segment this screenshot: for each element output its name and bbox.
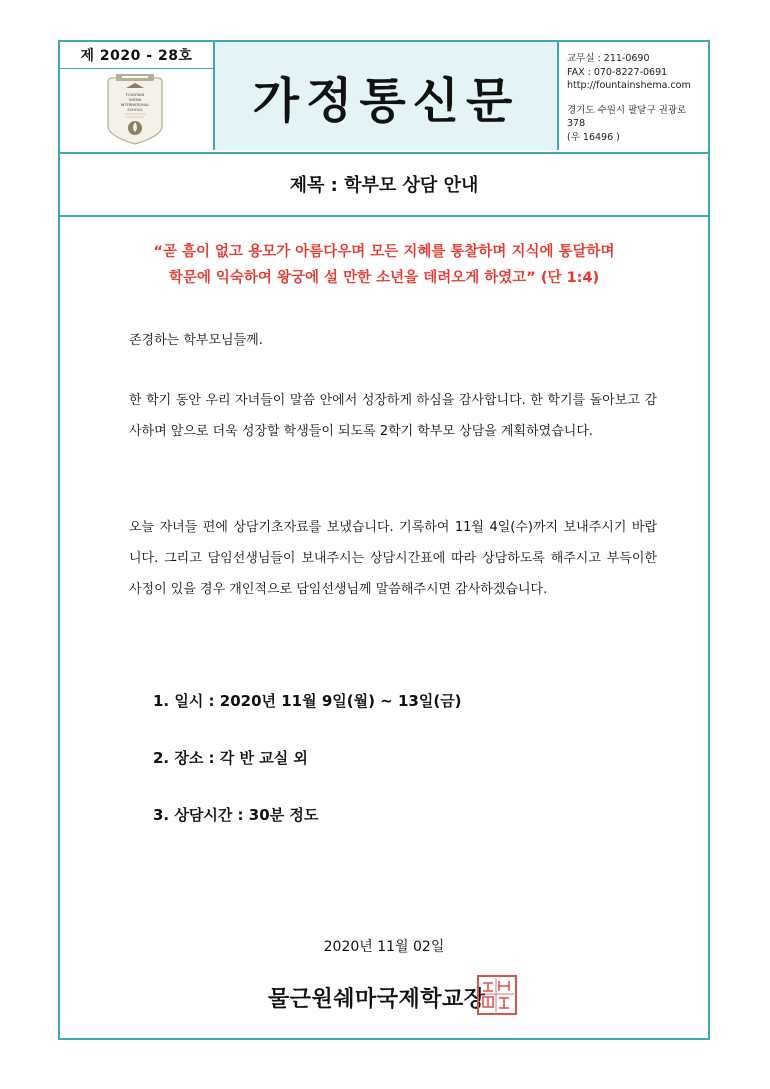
detail-duration: 3. 상담시간 : 30분 정도 — [153, 806, 319, 824]
verse-line-2: 학문에 익숙하여 왕궁에 설 만한 소년을 데려오게 하였고” (단 1:4) — [168, 270, 600, 286]
issue-cell — [60, 42, 215, 150]
detail-date: 1. 일시 : 2020년 11월 9일(월) ~ 13일(금) — [153, 692, 462, 710]
document-frame — [58, 40, 710, 1040]
svg-text:INTERNATIONAL: INTERNATIONAL — [120, 103, 150, 107]
official-seal-icon — [476, 974, 518, 1016]
header — [60, 42, 708, 154]
issue-date: 2020년 11월 02일 — [323, 939, 445, 955]
greeting: 존경하는 학부모님들께. — [129, 333, 263, 348]
contact-info — [567, 52, 707, 144]
bible-verse — [60, 239, 708, 291]
detail-location: 2. 장소 : 각 반 교실 외 — [153, 749, 308, 767]
contact-address: 경기도 수원시 팔달구 권광로 378 — [567, 104, 687, 129]
subject-title: 제목 : 학부모 상담 안내 — [60, 152, 708, 217]
paragraph-1: 한 학기 동안 우리 자녀들이 말씀 안에서 성장하게 하심을 감사합니다. 한 학기를 돌아보고 감사하며 앞으로 더욱 성장할 학생들이 되도록 2학기 학부모 상담을 계획하였습니다. — [129, 393, 657, 439]
svg-text:FOUNTAIN: FOUNTAIN — [125, 93, 145, 97]
signature: 물근원쉐마국제학교장 — [268, 987, 486, 1012]
contact-website[interactable]: http://fountainshema.com — [567, 80, 691, 91]
contact-postal: (우 16496 ) — [567, 131, 620, 143]
verse-line-1: “곧 흠이 없고 용모가 아름다우며 모든 지혜를 통찰하며 지식에 통달하며 — [153, 244, 615, 260]
issue-number: 제 2020 - 28호 — [60, 42, 213, 69]
contact-phone: 교무실 : 211-0690 — [567, 53, 650, 64]
paragraph-2: 오늘 자녀들 편에 상담기초자료를 보냈습니다. 기록하여 11월 4일(수)까지 보내주시기 바랍니다. 그리고 담임선생님들이 보내주시는 상담시간표에 따라 상담하도록 해주시고 부득이한 사정이 있을 경우 개인적으로 담임선생님께 말씀해주시면 감사하겠습니다. — [129, 520, 657, 597]
title-cell — [215, 42, 559, 150]
svg-text:SCHOOL: SCHOOL — [127, 108, 143, 112]
page-title: 가정통신문 — [252, 72, 520, 129]
svg-text:SHEMA: SHEMA — [128, 98, 142, 102]
school-crest-icon — [104, 74, 166, 146]
details-list — [153, 690, 462, 861]
contact-fax: FAX : 070-8227-0691 — [567, 66, 668, 78]
